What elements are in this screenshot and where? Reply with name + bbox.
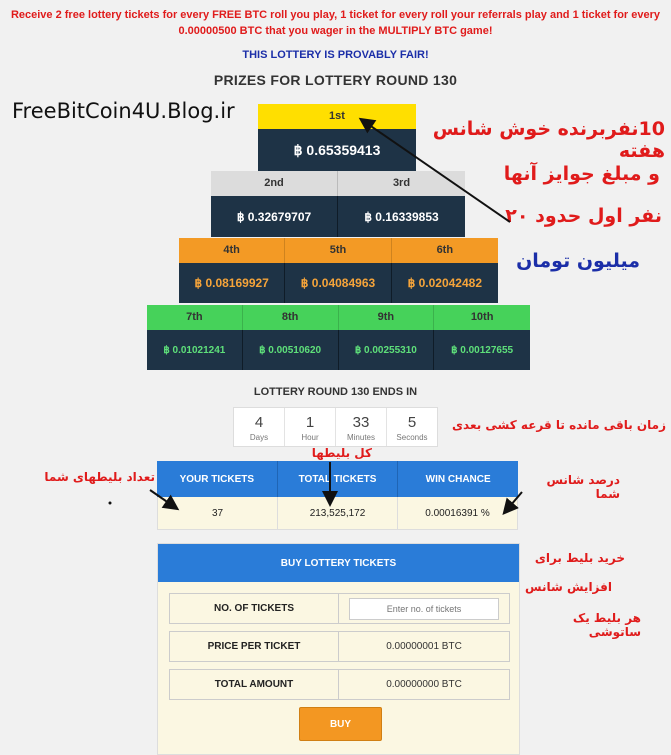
prize-amount: ฿ 0.00255310 [339,330,435,370]
annotation-buy-line1: خرید بلیط برای [534,551,625,565]
annotation-your-tickets: تعداد بلیطهای شما [44,470,155,484]
total-amount-label: TOTAL AMOUNT [170,670,339,699]
countdown-unit: Minutes [346,433,375,442]
countdown-title: LOTTERY ROUND 130 ENDS IN [253,386,418,398]
your-tickets-value: 37 [158,497,278,529]
dot-mark [109,502,112,505]
prize-amount: ฿ 0.00510620 [243,330,339,370]
countdown-value: 4 [254,414,264,431]
prize-place: 9th [339,305,435,330]
win-chance-header: WIN CHANCE [425,473,491,485]
your-tickets-header: YOUR TICKETS [157,461,278,497]
arrow-to-win-chance [505,492,522,512]
prize-place: 2nd [211,171,338,196]
prize-amount: ฿ 0.04084963 [285,263,391,303]
countdown-unit: Hour [301,433,319,442]
annotation-winners-line1: 10نفربرنده خوش شانس هفته [432,118,665,162]
no-of-tickets-label: NO. OF TICKETS [170,594,339,623]
annotation-buy-line2: افزایش شانس [525,580,612,594]
countdown-value: 33 [352,414,370,431]
countdown-unit: Seconds [396,433,428,442]
prize-place: 8th [243,305,339,330]
prize-place: 5th [285,238,391,263]
prize-amount: ฿ 0.16339853 [338,196,465,237]
prize-amount: ฿ 0.08169927 [179,263,285,303]
annotation-winners-line2: و مبلغ جوایز آنها [503,163,660,185]
provably-fair-text: THIS LOTTERY IS PROVABLY FAIR! [242,49,429,61]
arrow-to-first-prize [362,120,510,222]
annotation-winners-line4: میلیون تومان [516,250,640,272]
prize-place: 1st [258,104,416,129]
prize-amount: ฿ 0.00127655 [434,330,530,370]
prize-place: 3rd [338,171,465,196]
countdown-value: 5 [407,414,417,431]
prize-place: 10th [434,305,530,330]
prize-amount: ฿ 0.65359413 [258,129,416,172]
arrow-to-your-tickets [150,490,176,508]
total-tickets-header: TOTAL TICKETS [278,461,399,497]
total-tickets-value: 213,525,172 [278,497,398,529]
prize-place: 4th [179,238,285,263]
countdown-unit: Days [249,433,269,442]
price-per-ticket-value: 0.00000001 BTC [386,641,462,652]
prize-place: 7th [147,305,243,330]
buy-button[interactable]: BUY [299,707,382,741]
prize-amount: ฿ 0.02042482 [392,263,498,303]
prize-amount: ฿ 0.01021241 [147,330,243,370]
countdown-value: 1 [305,414,315,431]
total-amount-value: 0.00000000 BTC [386,679,462,690]
prizes-title: PRIZES FOR LOTTERY ROUND 130 [213,72,458,88]
lottery-notice: Receive 2 free lottery tickets for every FREE BTC roll you play, 1 ticket for every roll your referrals play and 1 ticket for every 0.00000500 BTC that you wager in the MULTIPLY BTC game! [10,9,661,37]
win-chance-value: 0.00016391 % [425,507,490,519]
buy-panel-title: BUY LOTTERY TICKETS [158,544,519,582]
annotation-total-tickets: کل بلیطها [311,446,372,460]
blog-watermark: FreeBitCoin4U.Blog.ir [12,99,235,123]
annotation-buy-line3: هر بلیط یک ساتوشی [572,611,641,639]
prize-amount: ฿ 0.32679707 [211,196,338,237]
price-per-ticket-label: PRICE PER TICKET [170,632,339,661]
annotation-chance: درصد شانس شما [546,473,620,501]
annotation-winners-line3: نفر اول حدود ۲۰ [505,205,662,227]
annotation-time-left: زمان باقی مانده تا قرعه کشی بعدی [452,418,666,432]
prize-place: 6th [392,238,498,263]
